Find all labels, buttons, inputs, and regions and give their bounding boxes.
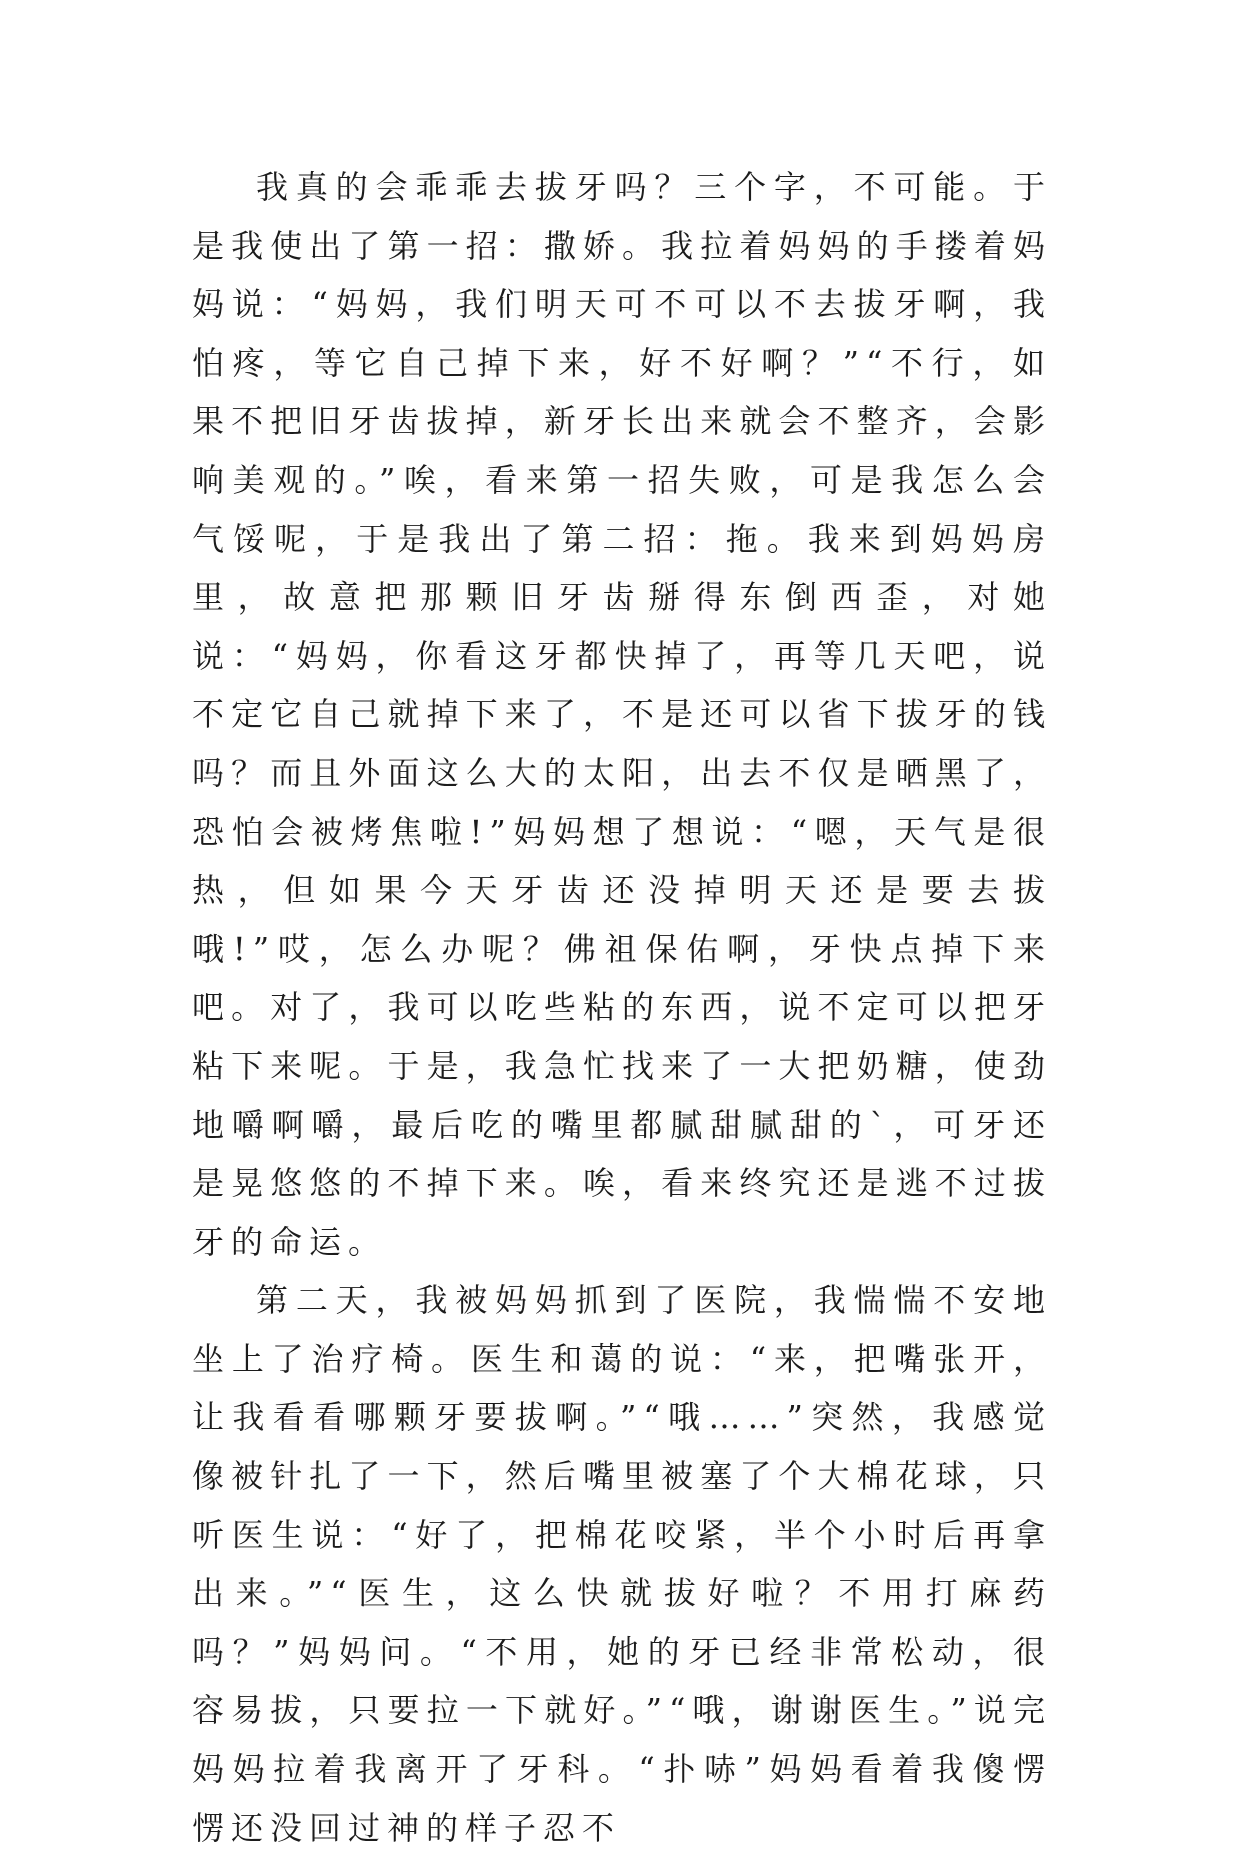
paragraph-1: 我真的会乖乖去拔牙吗？三个字，不可能。于是我使出了第一招：撒娇。我拉着妈妈的手搂着妈妈说：“妈妈，我们明天可不可以不去拔牙啊，我怕疼，等它自己掉下来，好不好啊？”“不行，如果不把旧牙齿拔掉，新牙长出来就会不整齐，会影响美观的。”唉，看来第一招失败，可是我怎么会气馁呢，于是我出了第二招：拖。我来到妈妈房里，故意把那颗旧牙齿掰得东倒西歪，对她说：“妈妈，你看这牙都快掉了，再等几天吧，说不定它自己就掉下来了，不是还可以省下拔牙的钱吗？而且外面这么大的太阳，出去不仅是晒黑了，恐怕会被烤焦啦!”妈妈想了想说：“嗯，天气是很热，但如果今天牙齿还没掉明天还是要去拔哦!”哎，怎么办呢？佛祖保佑啊，牙快点掉下来吧。对了，我可以吃些粘的东西，说不定可以把牙粘下来呢。于是，我急忙找来了一大把奶糖，使劲地嚼啊嚼，最后吃的嘴里都腻甜腻甜的`，可牙还是晃悠悠的不掉下来。唉，看来终究还是逃不过拔牙的命运。 — [192, 168, 1052, 1261]
document-body — [192, 158, 1052, 1857]
paragraph-2: 第二天，我被妈妈抓到了医院，我惴惴不安地坐上了治疗椅。医生和蔼的说：“来，把嘴张开，让我看看哪颗牙要拔啊。”“哦……”突然，我感觉像被针扎了一下，然后嘴里被塞了个大棉花球，只听医生说：“好了，把棉花咬紧，半个小时后再拿出来。”“医生，这么快就拔好啦？不用打麻药吗？”妈妈问。“不用，她的牙已经非常松动，很容易拔，只要拉一下就好。”“哦，谢谢医生。”说完妈妈拉着我离开了牙科。“扑哧”妈妈看着我傻愣愣还没回过神的样子忍不 — [192, 1281, 1052, 1847]
